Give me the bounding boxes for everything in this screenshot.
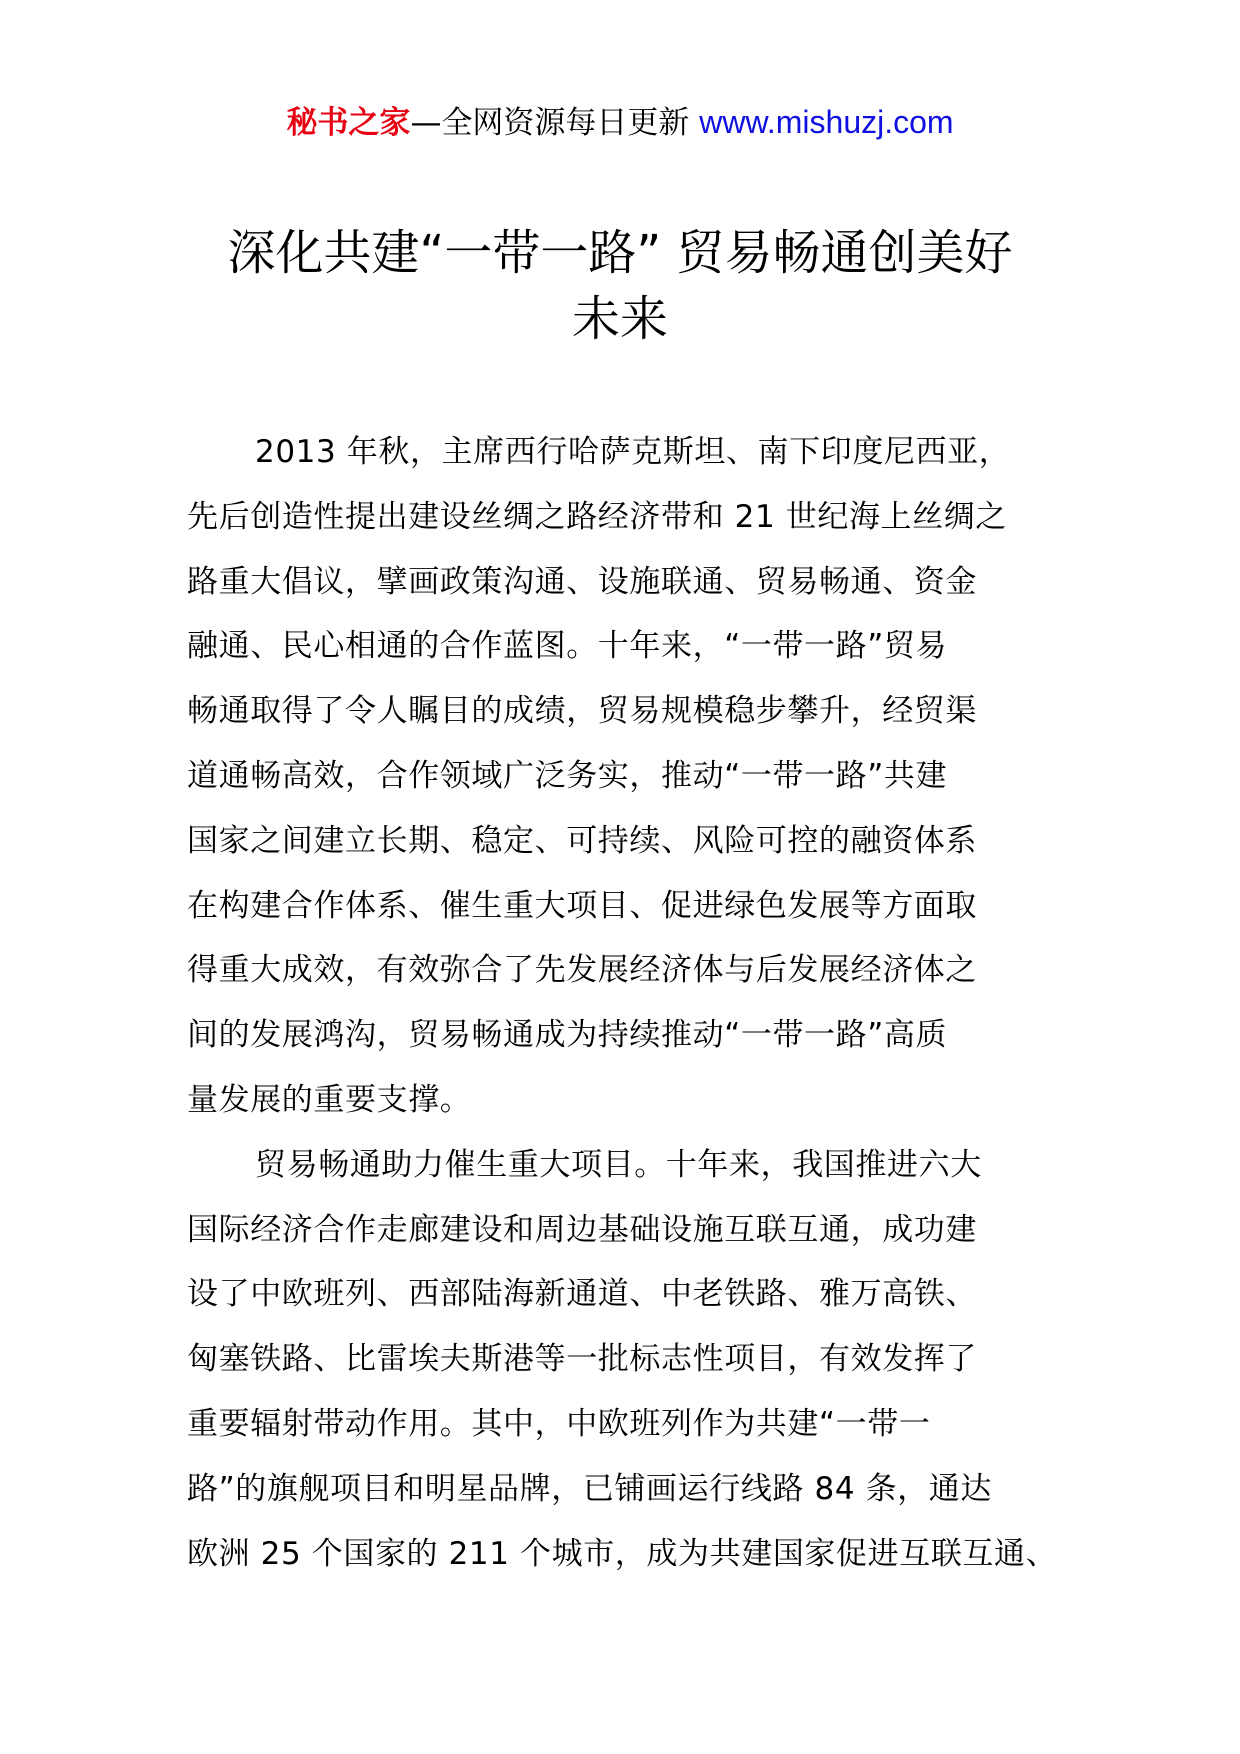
paragraph-line: 贸易畅通助力催生重大项目。十年来，我国推进六大 bbox=[255, 1146, 982, 1183]
paragraph-line: 匈塞铁路、比雷埃夫斯港等一批标志性项目，有效发挥了 bbox=[187, 1341, 977, 1378]
paragraph-line: 2013 年秋，主席西行哈萨克斯坦、南下印度尼西亚， bbox=[255, 434, 1011, 470]
paragraph-1 bbox=[187, 420, 1067, 1133]
paragraph-line: 融通、民心相通的合作蓝图。十年来，“一带一路”贸易 bbox=[187, 628, 948, 665]
paragraph-line: 间的发展鸿沟，贸易畅通成为持续推动“一带一路”高质 bbox=[187, 1017, 948, 1054]
site-header bbox=[0, 100, 1240, 145]
paragraph-line: 国际经济合作走廊建设和周边基础设施互联互通，成功建 bbox=[187, 1211, 977, 1248]
paragraph-line: 国家之间建立长期、稳定、可持续、风险可控的融资体系 bbox=[187, 822, 977, 859]
site-url-link[interactable]: www.mishuzj.com bbox=[699, 104, 954, 140]
title-line-2: 未来 bbox=[571, 291, 668, 347]
header-tagline: —全网资源每日更新 bbox=[410, 105, 690, 141]
paragraph-2 bbox=[187, 1133, 1067, 1587]
paragraph-line: 路重大倡议，擘画政策沟通、设施联通、贸易畅通、资金 bbox=[187, 563, 977, 600]
paragraph-line: 欧洲 25 个国家的 211 个城市，成为共建国家促进互联互通、 bbox=[187, 1535, 1058, 1572]
document-title bbox=[150, 220, 1090, 352]
title-line-1: 深化共建“一带一路” 贸易畅通创美好 bbox=[227, 225, 1013, 281]
paragraph-line: 设了中欧班列、西部陆海新通道、中老铁路、雅万高铁、 bbox=[187, 1276, 977, 1313]
paragraph-line: 得重大成效，有效弥合了先发展经济体与后发展经济体之 bbox=[187, 952, 977, 989]
paragraph-line: 道通畅高效，合作领域广泛务实，推动“一带一路”共建 bbox=[187, 757, 948, 794]
brand-name: 秘书之家 bbox=[286, 105, 411, 141]
document-body bbox=[187, 420, 1067, 1586]
paragraph-line: 重要辐射带动作用。其中，中欧班列作为共建“一带一 bbox=[187, 1405, 931, 1442]
paragraph-line: 先后创造性提出建设丝绸之路经济带和 21 世纪海上丝绸之 bbox=[187, 498, 1007, 535]
paragraph-line: 量发展的重要支撑。 bbox=[187, 1081, 472, 1118]
paragraph-line: 在构建合作体系、催生重大项目、促进绿色发展等方面取 bbox=[187, 887, 977, 924]
paragraph-line: 畅通取得了令人瞩目的成绩，贸易规模稳步攀升，经贸渠 bbox=[187, 693, 977, 730]
paragraph-line: 路”的旗舰项目和明星品牌，已铺画运行线路 84 条，通达 bbox=[187, 1470, 993, 1507]
